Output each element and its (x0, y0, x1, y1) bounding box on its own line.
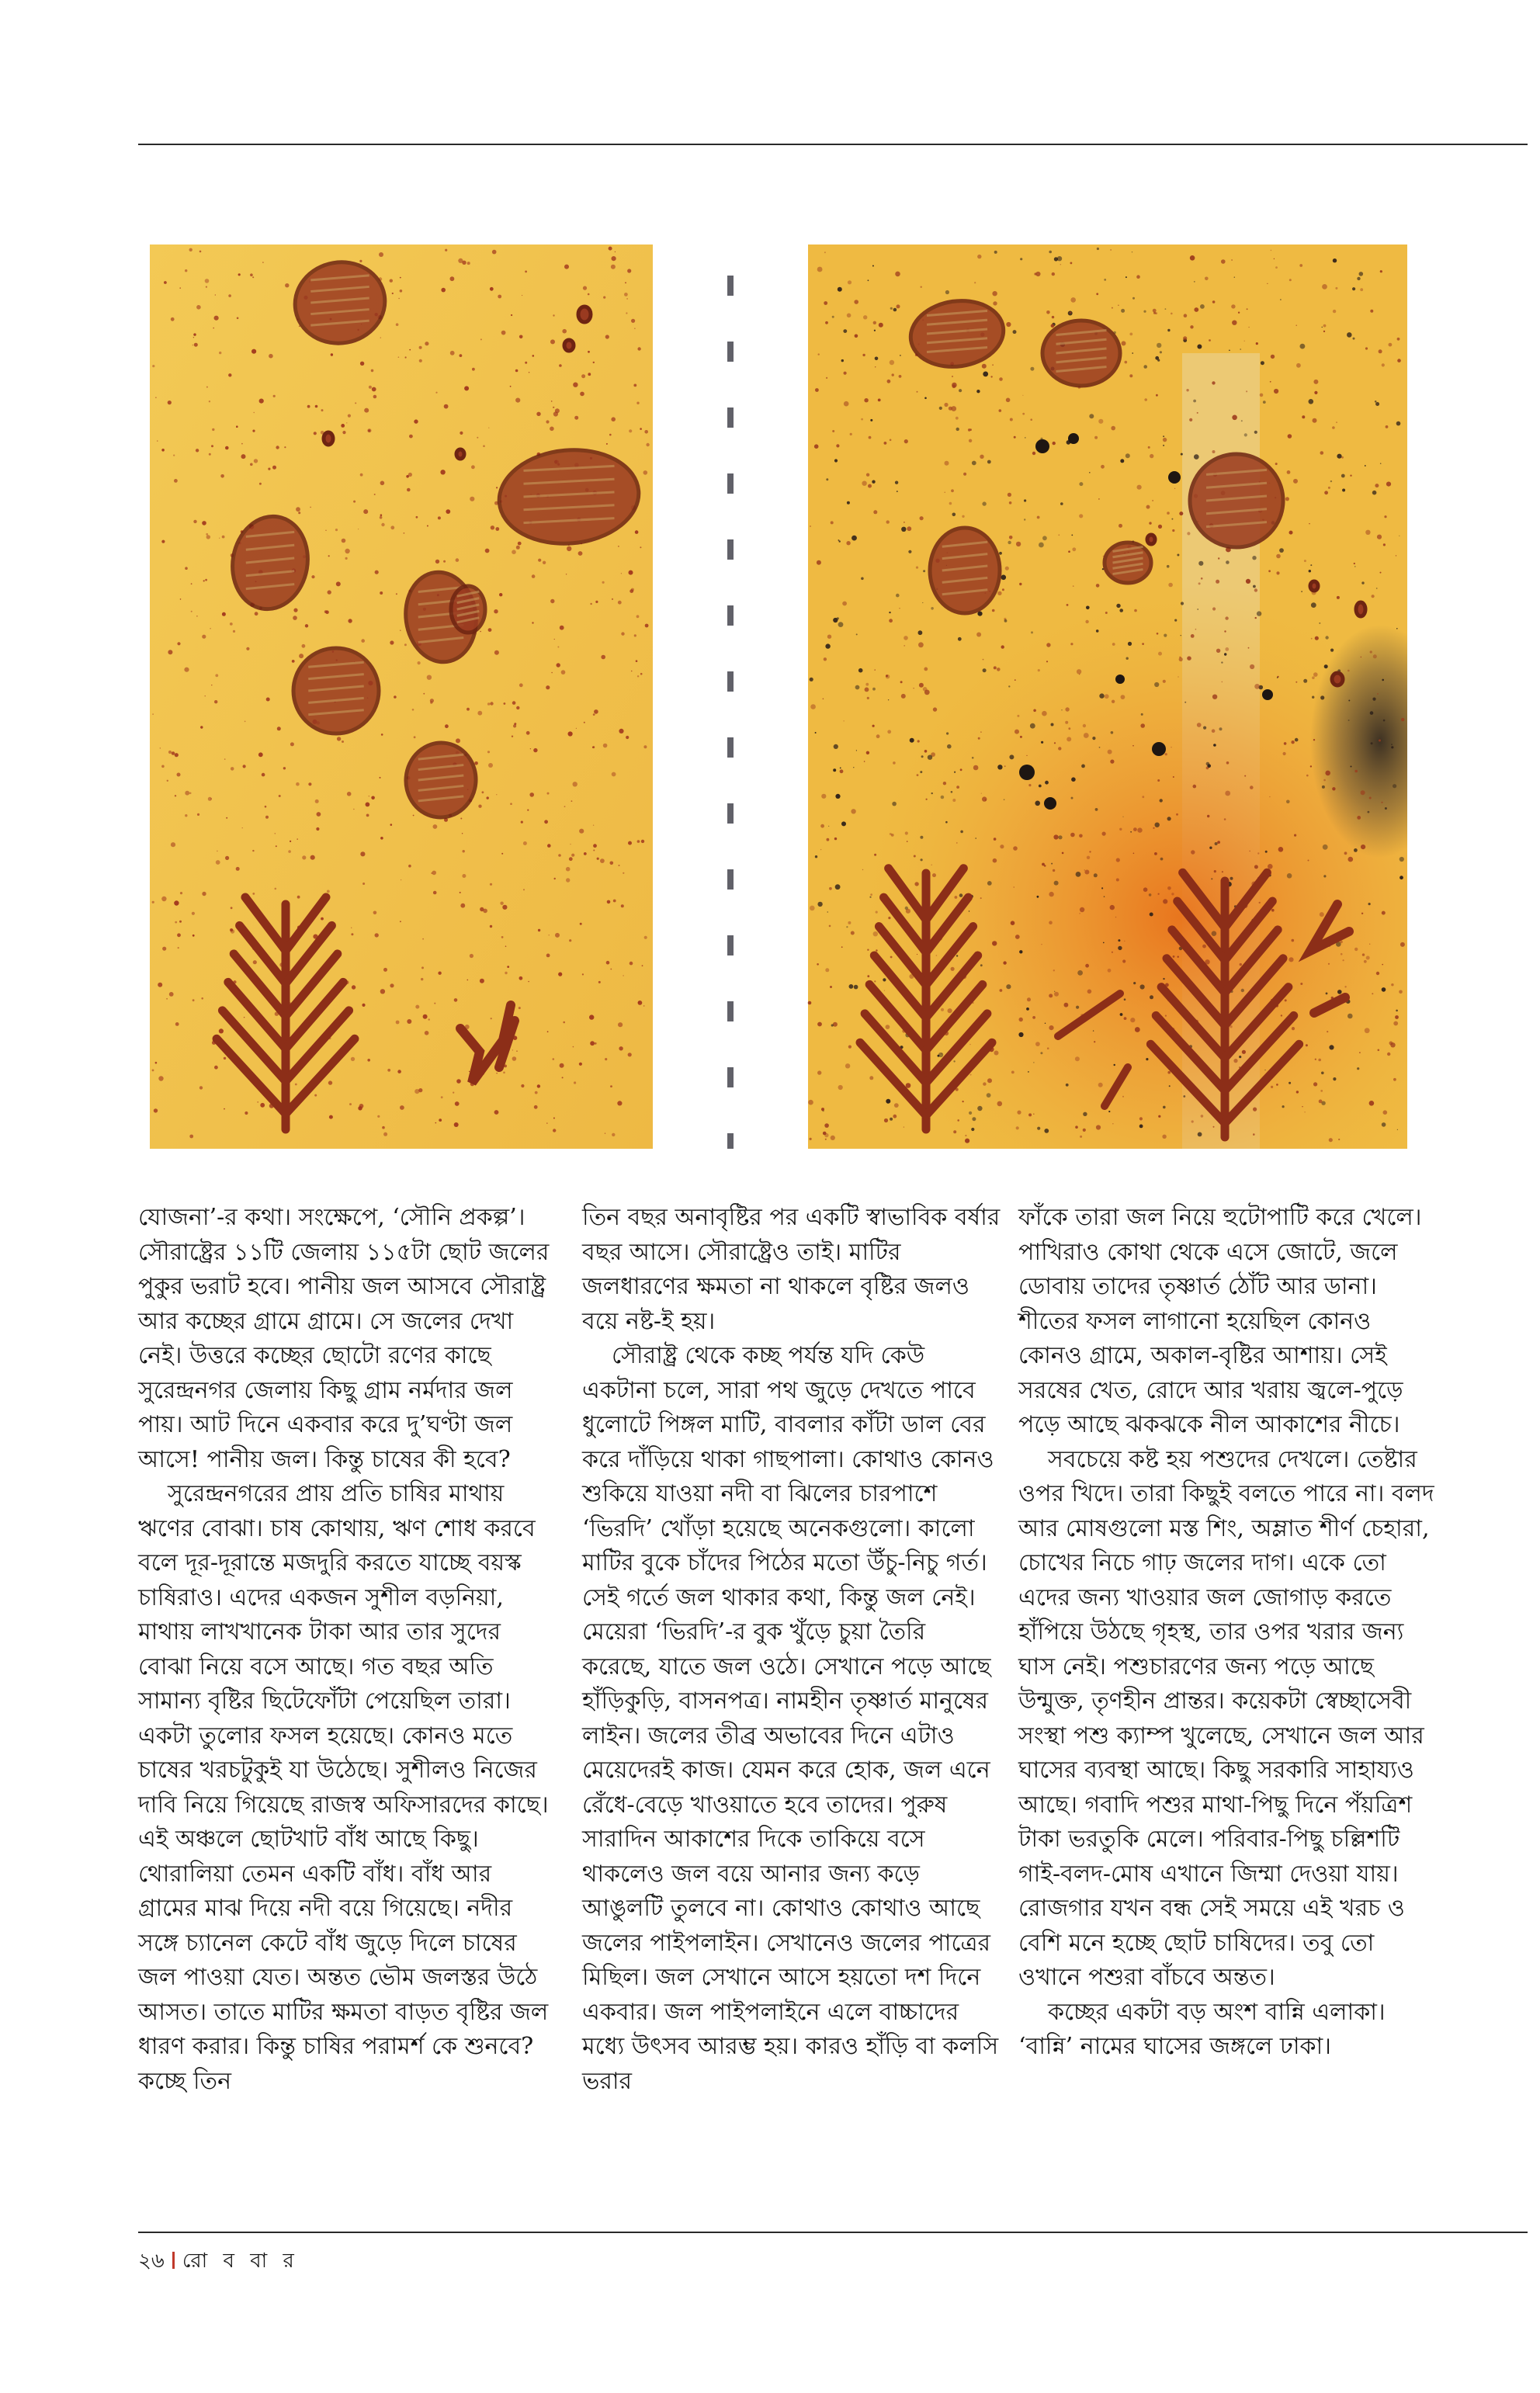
paragraph: সুরেন্দ্রনগরের প্রায় প্রতি চাষির মাথায় ঋণের বোঝা। চাষ কোথায়, ঋণ শোধ করবে বলে দূর-দূরান্তে মজদুরি করতে যাচ্ছে বয়স্ক চাষিরাও। এদের একজন সুশীল বড়নিয়া, মাথায় লাখখানেক টাকা আর তার সুদের বোঝা নিয়ে বসে আছে। গত বছর অতি সামান্য বৃষ্টির ছিটেফোঁটা পেয়েছিল তারা। একটা তুলোর ফসল হয়েছে। কোনও মতে চাষের খরচটুকুই যা উঠেছে। সুশীলও নিজের দাবি নিয়ে গিয়েছে রাজস্ব অফিসারদের কাছে। এই অঞ্চলে ছোটখাট বাঁধ আছে কিছু। থোরালিয়া তেমন একটি বাঁধ। বাঁধ আর গ্রামের মাঝ দিয়ে নদী বয়ে গিয়েছে। নদীর সঙ্গে চ্যানেল কেটে বাঁধ জুড়ে দিলে চাষের জল পাওয়া যেত। অন্তত ভৌম জলস্তর উঠে আসত। তাতে মাটির ক্ষমতা বাড়ত বৃষ্টির জল ধারণ করার। কিন্তু চাষির পরামর্শ কে শুনবে? কচ্ছে তিন (138, 1480, 549, 2095)
text-column-2 (582, 1201, 1001, 2099)
bottom-rule (138, 2232, 1528, 2233)
paragraph: সবচেয়ে কষ্ট হয় পশুদের দেখলে। তেষ্টার ওপর খিদে। তারা কিছুই বলতে পারে না। বলদ আর মোষগুলো মস্ত শিং, অম্লাত শীর্ণ চেহারা, চোখের নিচে গাঢ় জলের দাগ। একে তো এদের জন্য খাওয়ার জল জোগাড় করতে হাঁপিয়ে উঠছে গৃহস্থ, তার ওপর খরার জন্য ঘাস নেই। পশুচারণের জন্য পড়ে আছে উন্মুক্ত, তৃণহীন প্রান্তর। কয়েকটা স্বেচ্ছাসেবী সংস্থা পশু ক্যাম্প খুলেছে, সেখানে জল আর ঘাসের ব্যবস্থা আছে। কিছু সরকারি সাহায্যও আছে। গবাদি পশুর মাথা-পিছু দিনে পঁয়ত্রিশ টাকা ভরতুকি মেলে। পরিবার-পিছু চল্লিশটি গাই-বলদ-মোষ এখানে জিম্মা দেওয়া যায়। রোজগার যখন বন্ধ সেই সময়ে এই খরচ ও বেশি মনে হচ্ছে ছোট চাষিদের। তবু তো ওখানে পশুরা বাঁচবে অন্তত। (1018, 1445, 1434, 1991)
magazine-name: রো ব বা র (182, 2249, 299, 2273)
illustration-artwork (150, 245, 1407, 1149)
text-column-1 (138, 1201, 557, 2099)
page-footer (138, 2245, 299, 2279)
page-number: ২৬ (138, 2249, 165, 2273)
text-column-3 (1018, 1201, 1438, 2065)
paragraph: সৌরাষ্ট্র থেকে কচ্ছ পর্যন্ত যদি কেউ একটানা চলে, সারা পথ জুড়ে দেখতে পাবে ধুলোটে পিঙ্গল মাটি, বাবলার কাঁটা ডাল বের করে দাঁড়িয়ে থাকা গাছপালা। কোথাও কোনও শুকিয়ে যাওয়া নদী বা ঝিলের চারপাশে ‘ভিরদি’ খোঁড়া হয়েছে অনেকগুলো। কালো মাটির বুকে চাঁদের পিঠের মতো উঁচু-নিচু গর্ত। সেই গর্তে জল থাকার কথা, কিন্তু জল নেই। মেয়েরা ‘ভিরদি’-র বুক খুঁড়ে চুয়া তৈরি করেছে, যাতে জল ওঠে। সেখানে পড়ে আছে হাঁড়িকুড়ি, বাসনপত্র। নামহীন তৃষ্ণার্ত মানুষের লাইন। জলের তীব্র অভাবের দিনে এটাও মেয়েদেরই কাজ। যেমন করে হোক, জল এনে রেঁধে-বেড়ে খাওয়াতে হবে তাদের। পুরুষ সারাদিন আকাশের দিকে তাকিয়ে বসে থাকলেও জল বয়ে আনার জন্য কড়ে আঙুলটি তুলবে না। কোথাও কোথাও আছে জলের পাইপলাইন। সেখানেও জলের পাত্রের মিছিল। জল সেখানে আসে হয়তো দশ দিনে একবার। জল পাইপলাইনে এলে বাচ্চাদের মধ্যে উৎসব আরম্ভ হয়। কারও হাঁড়ি বা কলসি ভরার (582, 1342, 999, 2095)
paragraph: তিন বছর অনাবৃষ্টির পর একটি স্বাভাবিক বর্ষার বছর আসে। সৌরাষ্ট্রেও তাই। মাটির জলধারণের ক্ষমতা না থাকলে বৃষ্টির জলও বয়ে নষ্ট-ই হয়। (582, 1204, 1001, 1335)
top-rule (138, 144, 1528, 145)
paragraph: ফাঁকে তারা জল নিয়ে হুটোপাটি করে খেলে। পাখিরাও কোথা থেকে এসে জোটে, জলে ডোবায় তাদের তৃষ্ণার্ত ঠোঁট আর ডানা। শীতের ফসল লাগানো হয়েছিল কোনও কোনও গ্রামে, অকাল-বৃষ্টির আশায়। সেই সরষের খেত, রোদে আর খরায় জ্বলে-পুড়ে পড়ে আছে ঝকঝকে নীল আকাশের নীচে। (1018, 1204, 1422, 1438)
paragraph: কচ্ছের একটা বড় অংশ বান্নি এলাকা। ‘বান্নি’ নামের ঘাসের জঙ্গলে ঢাকা। (1018, 1998, 1386, 2060)
footer-separator (172, 2252, 175, 2269)
paragraph: যোজনা’-র কথা। সংক্ষেপে, ‘সৌনি প্রকল্প’। সৌরাষ্ট্রের ১১টি জেলায় ১১৫টা ছোট জলের পুকুর ভরাট হবে। পানীয় জল আসবে সৌরাষ্ট্র আর কচ্ছের গ্রামে গ্রামে। সে জলের দেখা নেই। উত্তরে কচ্ছের ছোটো রণের কাছে সুরেন্দ্রনগর জেলায় কিছু গ্রাম নর্মদার জল পায়। আট দিনে একবার করে দু’ঘণ্টা জল আসে! পানীয় জল। কিন্তু চাষের কী হবে? (138, 1204, 550, 1473)
